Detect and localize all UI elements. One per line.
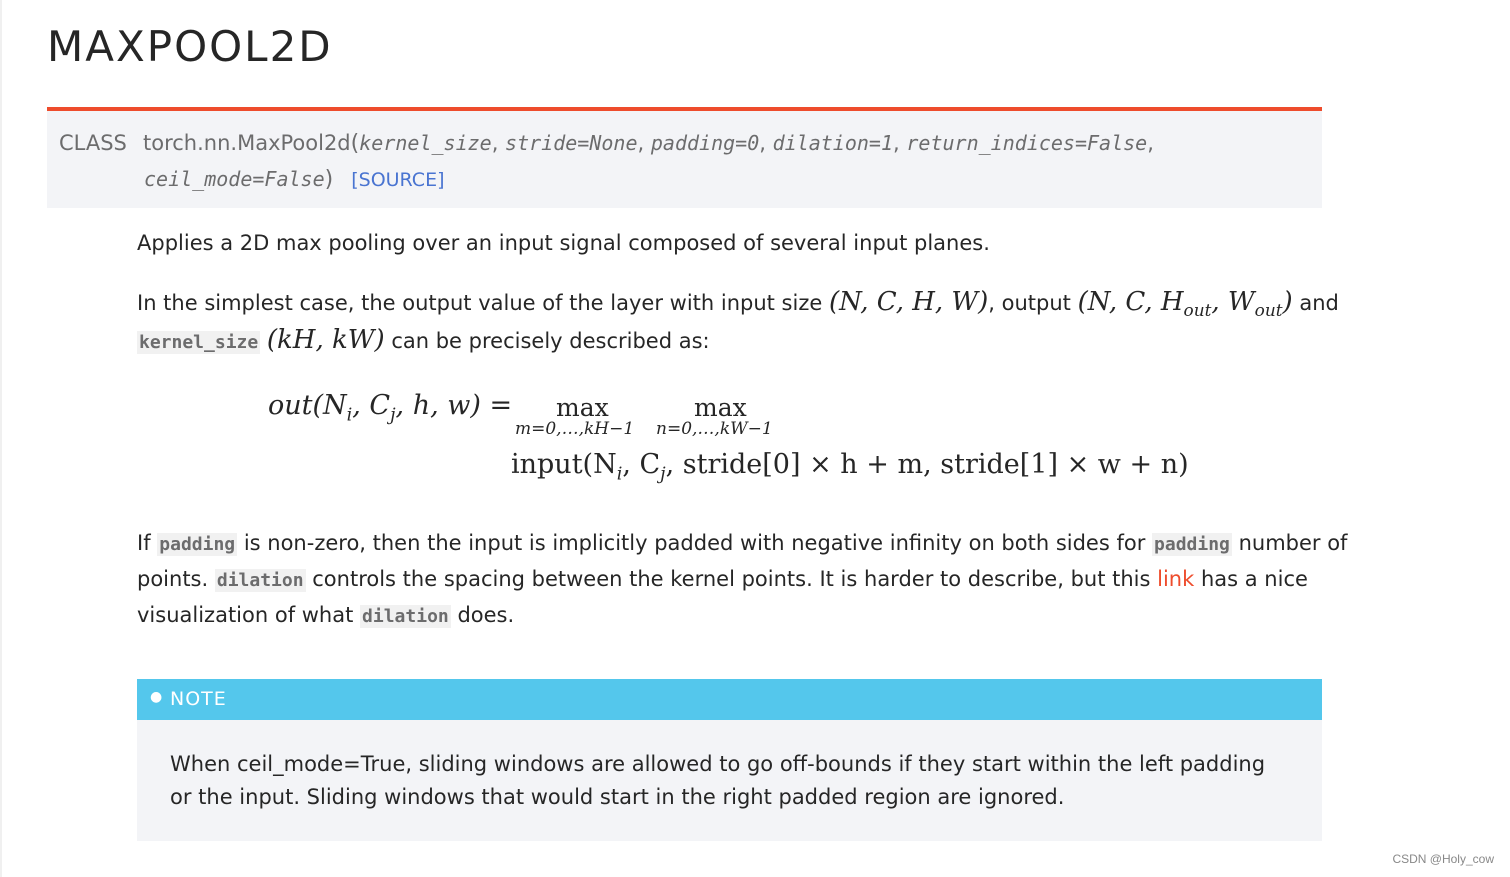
signature-line-2 [144,167,445,192]
param-ceil-mode: ceil_mode=False [144,167,325,191]
open-paren: ( [350,131,360,156]
padding-paragraph-line-3: visualization of what dilation does. [137,603,515,627]
signature-line-1: torch.nn.MaxPool2d(kernel_size, stride=None, padding=0, dilation=1, return_indices=False, [143,131,1154,156]
formula-lhs: $out(N_i$, $C_j$, h, w) = [268,390,513,426]
note-header [137,679,1322,720]
source-link[interactable]: [SOURCE] [351,169,445,191]
left-border [0,0,2,877]
param-padding: padding=0 [650,131,760,155]
padding-code-2: padding [1154,534,1230,555]
intro-paragraph: Applies a 2D max pooling over an input signal composed of several input planes. [137,231,990,255]
p2-text-3: and [1299,291,1339,315]
param-dilation: dilation=1 [772,131,894,155]
note-title: NOTE [170,688,227,710]
dilation-code: dilation [216,570,304,591]
input-size-math: (N, C, H, W) [828,287,989,317]
class-signature [47,107,1322,208]
note-bullet-icon: ● [150,689,164,705]
simplest-case-paragraph-line-2 [137,322,710,361]
class-label: CLASS [59,131,127,155]
max-operator-2: max [694,393,747,422]
watermark: CSDN @Holy_cow [1392,852,1494,866]
note-text: When ceil_mode=True, sliding windows are allowed to go off-bounds if they start within the left padding or the input. Sliding windows that would start in the right padded region are ignored. [170,752,1266,809]
max-operator-1-range: m=0,…,kH−1 [515,419,635,439]
padding-paragraph-line-2: points. dilation controls the spacing between the kernel points. It is harder to describe, but this link has a nice [137,567,1308,591]
max-operator-1: max [556,393,609,422]
output-size-math: (N, C, $H_{out}$, $W_{out}$) [1077,287,1293,321]
padding-paragraph-line-1: If padding is non-zero, then the input is implicitly padded with negative infinity on both sides for padding number of [137,531,1348,555]
max-operator-2-range: n=0,…,kW−1 [656,419,773,439]
close-paren: ) [324,167,334,192]
p2-text-4: can be precisely described as: [391,329,710,353]
p2-text-2: , output [988,291,1071,315]
param-kernel-size: kernel_size [359,131,492,155]
param-stride: stride=None [505,131,638,155]
padding-code: padding [159,534,236,555]
formula-rhs: $input(N_i$, $C_j$, stride[0] × h + m, stride[1] × w + n) [511,449,1189,485]
note-admonition [137,679,1322,841]
kernel-size-code: kernel_size [139,332,259,353]
p2-text-1: In the simplest case, the output value of the layer with input size [137,291,823,315]
class-name: torch.nn.MaxPool2d [143,131,351,155]
param-return-indices: return_indices=False [906,131,1148,155]
dilation-visualization-link[interactable]: link [1157,567,1195,591]
dilation-code-2: dilation [362,606,449,627]
page-title: MAXPOOL2D [47,22,333,71]
kernel-math: (kH, kW) [266,325,385,355]
